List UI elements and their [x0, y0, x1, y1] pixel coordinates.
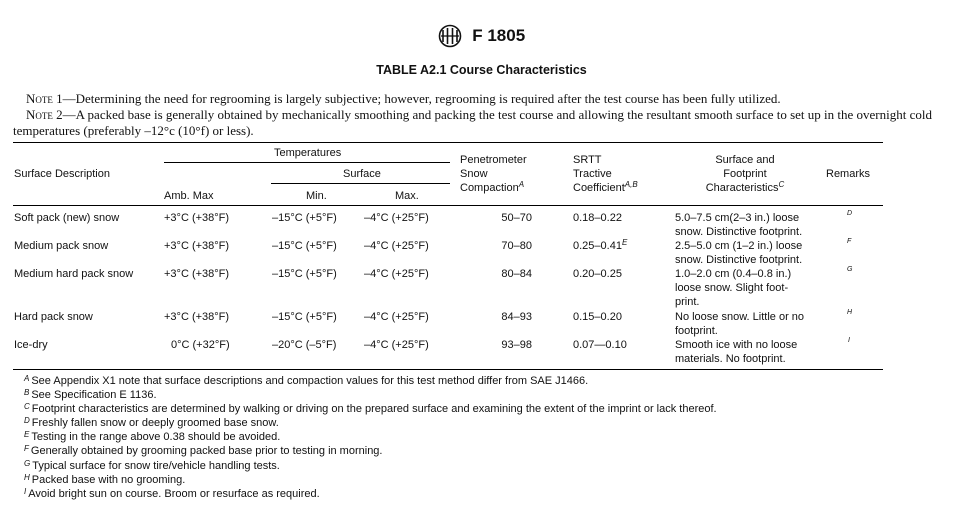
row-2-srtt-value: 0.25–0.41	[573, 240, 622, 252]
srtt-line-2: Tractive	[573, 168, 612, 180]
row-3-description: Medium hard pack snow	[14, 268, 134, 280]
row-4-footprint: No loose snow. Little or no footprint.	[675, 311, 805, 337]
footprint-footnote-mark: C	[778, 180, 785, 189]
col-header-max: Max.	[395, 190, 419, 202]
footnote-g-mark: G	[24, 459, 31, 468]
footnote-e-text: Testing in the range above 0.38 should be avoided.	[31, 431, 281, 443]
footnote-a-text: See Appendix X1 note that surface descriptions and compaction values for this test method differ from SAE J1466.	[31, 375, 589, 387]
row-1-amb-max: +3°C (+38°F)	[164, 212, 230, 224]
srtt-line-3	[573, 181, 638, 195]
col-header-min: Min.	[306, 190, 327, 202]
row-1-srtt: 0.18–0.22	[573, 212, 622, 224]
footprint-line-2: Footprint	[723, 168, 767, 180]
standard-number: F 1805	[472, 26, 526, 45]
footnote-f	[24, 444, 382, 458]
footnote-i	[24, 487, 320, 501]
row-5-remark: I	[848, 337, 850, 344]
note-1	[26, 91, 961, 107]
row-5-srtt: 0.07—0.10	[573, 339, 627, 351]
row-3-remark: G	[847, 266, 853, 273]
table-top-rule	[13, 142, 883, 143]
row-4-srtt: 0.15–0.20	[573, 311, 622, 323]
row-2-srtt	[573, 239, 627, 253]
row-2-srtt-footnote-mark: E	[621, 238, 628, 247]
footnote-h	[24, 473, 185, 487]
row-3-penetrometer: 80–84	[501, 268, 532, 280]
footnote-a	[24, 374, 588, 388]
row-4-min: –15°C (+5°F)	[272, 311, 337, 323]
penetrometer-line-3	[460, 181, 527, 195]
col-header-surface: Surface	[343, 168, 381, 180]
row-2-description: Medium pack snow	[14, 240, 109, 252]
row-4-max: –4°C (+25°F)	[364, 311, 429, 323]
row-4-remark: H	[847, 309, 853, 316]
penetrometer-line-3-text: Compaction	[460, 182, 519, 194]
row-1-max: –4°C (+25°F)	[364, 212, 429, 224]
row-5-amb-max: 0°C (+32°F)	[171, 339, 230, 351]
row-4-penetrometer: 84–93	[501, 311, 532, 323]
row-2-max: –4°C (+25°F)	[364, 240, 429, 252]
srtt-footnote-mark: A,B	[624, 180, 638, 189]
footnote-e	[24, 430, 280, 444]
col-header-remarks: Remarks	[826, 168, 871, 180]
col-header-surface-description: Surface Description	[14, 168, 110, 180]
row-1-penetrometer: 50–70	[501, 212, 532, 224]
footnote-f-text: Generally obtained by grooming packed base prior to testing in morning.	[30, 445, 383, 457]
row-2-remark: F	[847, 238, 852, 245]
row-3-min: –15°C (+5°F)	[272, 268, 337, 280]
temperatures-rule	[164, 162, 450, 163]
row-2-min: –15°C (+5°F)	[272, 240, 337, 252]
row-1-footprint: 5.0–7.5 cm(2–3 in.) loose snow. Distinctive footprint.	[675, 212, 803, 238]
row-2-footprint: 2.5–5.0 cm (1–2 in.) loose snow. Distinctive footprint.	[675, 240, 803, 266]
footprint-line-3-text: Characteristics	[705, 182, 779, 194]
srtt-line-1: SRTT	[573, 154, 602, 166]
srtt-line-3-text: Coefficient	[573, 182, 625, 194]
table-title: TABLE A2.1 Course Characteristics	[376, 63, 587, 77]
astm-logo-icon	[438, 24, 462, 48]
footnote-c-mark: C	[24, 402, 30, 411]
col-header-penetrometer	[460, 153, 527, 195]
footnote-b	[24, 388, 157, 402]
row-5-min: –20°C (–5°F)	[272, 339, 337, 351]
row-3-amb-max: +3°C (+38°F)	[164, 268, 230, 280]
header-bottom-rule	[13, 205, 883, 206]
footnote-i-text: Avoid bright sun on course. Broom or resurface as required.	[28, 488, 320, 500]
footnote-h-mark: H	[24, 473, 30, 482]
penetrometer-line-2: Snow	[460, 168, 488, 180]
footnote-a-mark: A	[24, 374, 30, 383]
note-2	[13, 107, 948, 139]
penetrometer-footnote-mark: A	[518, 180, 525, 189]
footnote-i-mark: I	[24, 487, 27, 496]
row-5-footprint: Smooth ice with no loose materials. No footprint.	[675, 339, 798, 365]
table-bottom-rule	[13, 369, 883, 370]
footprint-line-3	[690, 181, 800, 195]
col-header-srtt	[573, 153, 638, 195]
row-4-description: Hard pack snow	[14, 311, 93, 323]
footnote-d-mark: D	[24, 416, 30, 425]
row-3-footprint: 1.0–2.0 cm (0.4–0.8 in.) loose snow. Slight foot-print.	[675, 268, 792, 308]
footprint-line-1: Surface and	[715, 154, 775, 166]
footnote-g	[24, 459, 280, 473]
row-5-max: –4°C (+25°F)	[364, 339, 429, 351]
footnote-c-text: Footprint characteristics are determined by walking or driving on the prepared surface and examining the extent of the imprint or lack thereof.	[31, 403, 717, 415]
footnote-h-text: Packed base with no grooming.	[31, 474, 186, 486]
row-3-max: –4°C (+25°F)	[364, 268, 429, 280]
footnote-f-mark: F	[24, 444, 29, 453]
penetrometer-line-1: Penetrometer	[460, 154, 527, 166]
footnote-b-mark: B	[24, 388, 30, 397]
row-2-penetrometer: 70–80	[501, 240, 532, 252]
col-header-amb-max: Amb. Max	[164, 190, 214, 202]
row-1-remark: D	[847, 210, 853, 217]
footnote-b-text: See Specification E 1136.	[31, 389, 157, 401]
footnote-c	[24, 402, 717, 416]
note-1-label: Note 1	[26, 91, 63, 106]
footnote-d-text: Freshly fallen snow or deeply groomed base snow.	[31, 417, 279, 429]
col-header-temperatures: Temperatures	[274, 147, 342, 159]
row-4-amb-max: +3°C (+38°F)	[164, 311, 230, 323]
footnote-e-mark: E	[24, 430, 30, 439]
row-5-penetrometer: 93–98	[501, 339, 532, 351]
note-2-label: Note 2	[26, 107, 63, 122]
footnote-g-text: Typical surface for snow tire/vehicle handling tests.	[32, 460, 280, 472]
footnote-d	[24, 416, 279, 430]
note-2-text: —A packed base is generally obtained by mechanically smoothing and packing the test course and allowing the resultant smooth surface to set up in the overnight cold temperatures (preferably –12°c (10°f) or less).	[13, 107, 932, 138]
row-2-amb-max: +3°C (+38°F)	[164, 240, 230, 252]
col-header-footprint	[690, 153, 800, 195]
document-header	[0, 24, 963, 48]
note-1-text: —Determining the need for regrooming is largely subjective; however, regrooming is required after the test course has been fully utilized.	[62, 91, 781, 106]
surface-rule	[271, 183, 450, 184]
row-5-description: Ice-dry	[14, 339, 48, 351]
row-3-srtt: 0.20–0.25	[573, 268, 622, 280]
row-1-description: Soft pack (new) snow	[14, 212, 120, 224]
row-1-min: –15°C (+5°F)	[272, 212, 337, 224]
